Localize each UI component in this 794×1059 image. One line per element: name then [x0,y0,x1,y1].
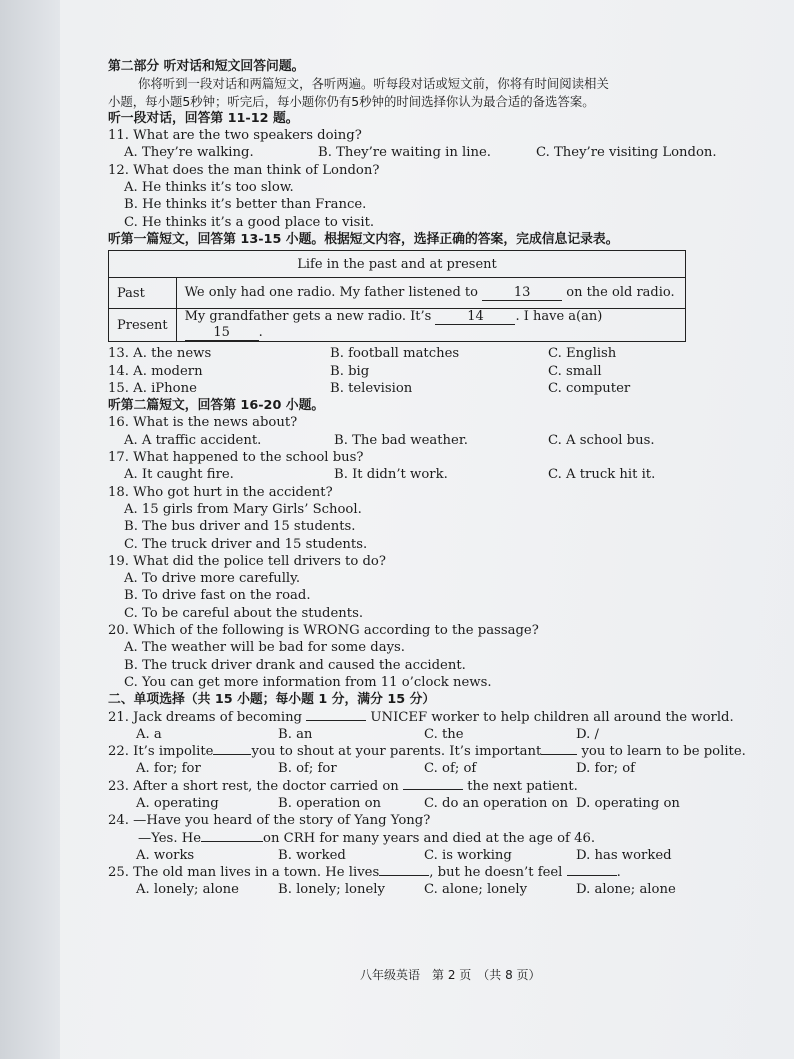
q12-option-c[interactable]: C. He thinks it’s a good place to visit. [124,214,375,230]
q19-option-a[interactable]: A. To drive more carefully. [124,571,301,587]
q22-stem: 22. It’s impolite you to shout at your parents. It’s important you to learn to be polite. [108,744,746,760]
q18-option-a[interactable]: A. 15 girls from Mary Girls’ School. [124,501,362,517]
q23-blank[interactable] [403,789,463,790]
q24-blank[interactable] [201,841,263,842]
q11-options [108,144,717,161]
q13-option-a[interactable]: 13. A. the news [108,346,212,362]
q18-stem: 18. Who got hurt in the accident? [108,484,333,500]
part2-intro-2: 小题，每小题5秒钟；听完后，每小题你仍有5秒钟的时间选择你认为最合适的备选答案。 [108,93,595,109]
q20-stem: 20. Which of the following is WRONG according to the passage? [108,623,539,639]
q21-options [108,726,698,743]
q11-option-c[interactable]: C. They’re visiting London. [536,145,717,161]
q14-options [108,363,698,380]
q24-options [108,847,698,864]
q13-option-b[interactable]: B. football matches [330,346,460,362]
q25-option-c[interactable]: C. alone; lonely [424,882,528,898]
row-present-text: My grandfather gets a new radio. It’s 14 . I have a(an) 15 . [176,309,685,342]
q16-option-c[interactable]: C. A school bus. [548,432,655,448]
q21-option-d[interactable]: D. / [576,726,599,742]
q17-options [108,466,698,483]
q21-option-c[interactable]: C. the [424,726,464,742]
q20-option-a[interactable]: A. The weather will be bad for some days. [124,640,405,656]
q22-options [108,760,698,777]
q24-stem: 24. —Have you heard of the story of Yang Yong? [108,813,431,829]
q22-option-a[interactable]: A. for; for [136,761,201,777]
q25-stem: 25. The old man lives in a town. He lives , but he doesn’t feel . [108,865,621,881]
q12-stem: 12. What does the man think of London? [108,162,380,178]
q22-option-b[interactable]: B. of; for [278,761,337,777]
q13-option-c[interactable]: C. English [548,346,617,362]
q25-option-a[interactable]: A. lonely; alone [136,882,239,898]
q24-reply: —Yes. He on CRH for many years and died at the age of 46. [138,830,596,846]
q22-option-c[interactable]: C. of; of [424,761,477,777]
blank-13[interactable]: 13 [482,285,562,301]
q24-option-d[interactable]: D. has worked [576,847,672,863]
table-title: Life in the past and at present [109,251,686,278]
page-shadow-edge [0,0,60,1059]
blank-14[interactable]: 14 [435,309,515,325]
row-past-text: We only had one radio. My father listened to 13 on the old radio. [176,278,685,309]
q21-option-a[interactable]: A. a [136,726,162,742]
q20-option-b[interactable]: B. The truck driver drank and caused the accident. [124,657,466,673]
part2-heading: 第二部分 听对话和短文回答问题。 [108,59,305,74]
part2-intro-1: 你将听到一段对话和两篇短文，各听两遍。听每段对话或短文前，你将有时间阅读相关 [138,76,609,92]
q16-option-b[interactable]: B. The bad weather. [334,432,468,448]
q23-options [108,795,698,812]
q22-blank-2[interactable] [541,754,577,755]
q14-option-c[interactable]: C. small [548,363,602,379]
q15-options [108,380,698,397]
q21-stem: 21. Jack dreams of becoming UNICEF worker to help children all around the world. [108,709,734,725]
passage2-heading: 听第二篇短文，回答第 16-20 小题。 [108,398,325,414]
q21-blank[interactable] [306,720,366,721]
q17-stem: 17. What happened to the school bus? [108,450,364,466]
q14-option-b[interactable]: B. big [330,363,370,379]
q25-option-d[interactable]: D. alone; alone [576,882,676,898]
q23-option-c[interactable]: C. do an operation on [424,795,569,811]
row-past-label: Past [109,278,177,309]
section2-heading: 二、单项选择（共 15 小题；每小题 1 分，满分 15 分） [108,692,436,708]
q23-stem: 23. After a short rest, the doctor carried on the next patient. [108,778,578,794]
q11-option-a[interactable]: A. They’re walking. [124,145,254,161]
q23-option-a[interactable]: A. operating [136,795,219,811]
q11-option-b[interactable]: B. They’re waiting in line. [318,145,491,161]
q16-options [108,432,698,449]
q19-stem: 19. What did the police tell drivers to do? [108,553,386,569]
q13-options [108,345,698,362]
q21-option-b[interactable]: B. an [278,726,313,742]
q24-option-b[interactable]: B. worked [278,847,346,863]
q18-option-b[interactable]: B. The bus driver and 15 students. [124,519,356,535]
dialog-heading: 听一段对话，回答第 11-12 题。 [108,110,299,126]
q19-option-b[interactable]: B. To drive fast on the road. [124,588,311,604]
q23-option-b[interactable]: B. operation on [278,795,382,811]
q12-option-a[interactable]: A. He thinks it’s too slow. [124,180,294,196]
q11-stem: 11. What are the two speakers doing? [108,128,362,144]
row-present-label: Present [109,309,177,342]
q23-option-d[interactable]: D. operating on [576,795,680,811]
q15-option-b[interactable]: B. television [330,380,413,396]
q22-option-d[interactable]: D. for; of [576,761,636,777]
q25-option-b[interactable]: B. lonely; lonely [278,882,385,898]
blank-15[interactable]: 15 [185,325,259,341]
q18-option-c[interactable]: C. The truck driver and 15 students. [124,536,368,552]
q22-blank-1[interactable] [213,754,251,755]
passage1-heading: 听第一篇短文，回答第 13-15 小题。根据短文内容，选择正确的答案，完成信息记录表。 [108,231,619,247]
q16-option-a[interactable]: A. A traffic accident. [124,432,262,448]
q24-option-a[interactable]: A. works [136,847,195,863]
q12-option-b[interactable]: B. He thinks it’s better than France. [124,197,367,213]
q15-option-c[interactable]: C. computer [548,380,631,396]
page-footer: 八年级英语 第 2 页 （共 8 页） [360,968,541,982]
q19-option-c[interactable]: C. To be careful about the students. [124,605,364,621]
q15-option-a[interactable]: 15. A. iPhone [108,380,197,396]
q20-option-c[interactable]: C. You can get more information from 11 o’clock news. [124,674,492,690]
q16-stem: 16. What is the news about? [108,415,298,431]
exam-content [108,58,746,899]
q17-option-a[interactable]: A. It caught fire. [124,467,234,483]
q24-option-c[interactable]: C. is working [424,847,512,863]
info-record-table [108,250,686,342]
q14-option-a[interactable]: 14. A. modern [108,363,203,379]
q25-blank-2[interactable] [567,875,617,876]
q17-option-c[interactable]: C. A truck hit it. [548,467,656,483]
q17-option-b[interactable]: B. It didn’t work. [334,467,448,483]
q25-blank-1[interactable] [379,875,429,876]
q25-options [108,881,698,898]
